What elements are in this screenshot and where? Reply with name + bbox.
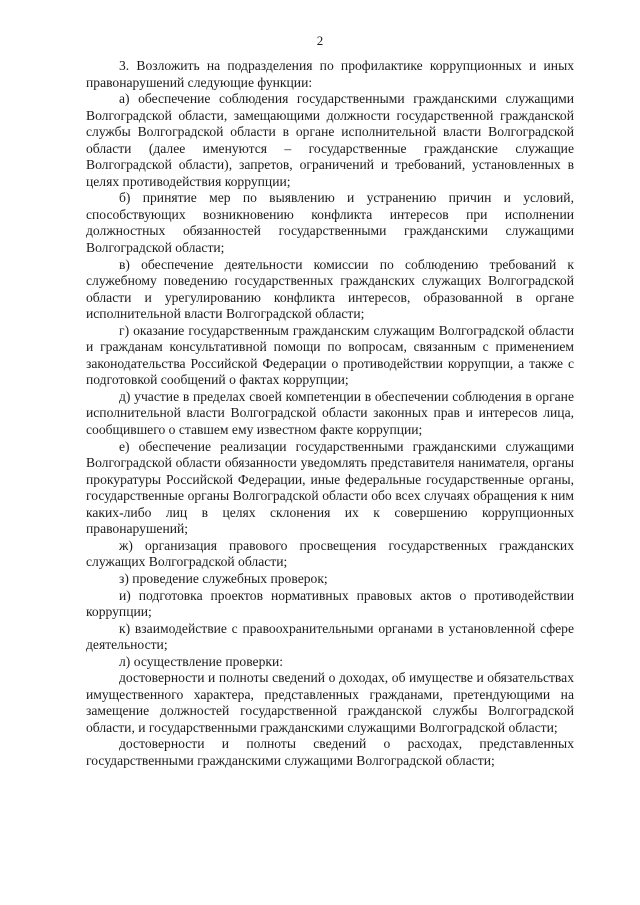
paragraph-subitem-v: в) обеспечение деятельности комиссии по соблюдению требований к служебному поведению государственных гражданских служащих Волгоградской области и урегулированию конфликта интересов, образованной в органе исполнительной власти Волгоградской области;	[86, 256, 574, 322]
paragraph-check-income: достоверности и полноты сведений о доходах, об имуществе и обязательствах имущественного характера, представленных гражданами, претендующими на замещение должностей государственной гражданской службы Волгоградской области, и государственными гражданскими служащими Волгоградской области;	[86, 670, 574, 735]
paragraph-subitem-g: г) оказание государственным гражданским служащим Волгоградской области и гражданам консультативной помощи по вопросам, связанным с применением законодательства Российской Федерации о противодействии коррупции, а также с подготовкой сообщений о фактах коррупции;	[86, 322, 574, 388]
paragraph-subitem-i: и) подготовка проектов нормативных правовых актов о противодействии коррупции;	[86, 587, 574, 620]
paragraph-subitem-e: е) обеспечение реализации государственными гражданскими служащими Волгоградской области обязанности уведомлять представителя нанимателя, органы прокуратуры Российской Федерации, иные федеральные государственные органы, государственные органы Волгоградской области обо всех случаях обращения к ним каких-либо лиц в целях склонения их к совершению коррупционных правонарушений;	[86, 438, 574, 537]
paragraph-subitem-z: з) проведение служебных проверок;	[119, 570, 328, 586]
paragraph-subitem-zh: ж) организация правового просвещения государственных гражданских служащих Волгоградской области;	[86, 537, 574, 570]
paragraph-item-3: 3. Возложить на подразделения по профилактике коррупционных и иных правонарушений следующие функции:	[86, 58, 574, 90]
paragraph-subitem-d: д) участие в пределах своей компетенции в обеспечении соблюдения в органе исполнительной власти Волгоградской области законных прав и интересов лица, сообщившего о ставшем ему известном факте коррупции;	[86, 388, 574, 438]
paragraph-subitem-b: б) принятие мер по выявлению и устранению причин и условий, способствующих возникновению конфликта интересов при исполнении должностных обязанностей государственными гражданскими служащими Волгоградской области;	[86, 190, 574, 256]
paragraph-subitem-l: л) осуществление проверки:	[119, 653, 284, 669]
document-body	[86, 58, 574, 770]
page-number: 2	[316, 33, 324, 48]
paragraph-subitem-a: а) обеспечение соблюдения государственными гражданскими служащими Волгоградской области, замещающими должности государственной гражданской службы Волгоградской области в органе исполнительной власти Волгоградской области (далее именуются – государственные гражданские служащие Волгоградской области), запретов, ограничений и требований, установленных в целях противодействия коррупции;	[86, 91, 574, 189]
paragraph-check-expenses: достоверности и полноты сведений о расходах, представленных государственными гражданскими служащими Волгоградской области;	[86, 736, 574, 768]
paragraph-subitem-k: к) взаимодействие с правоохранительными органами в установленной сфере деятельности;	[86, 620, 574, 653]
